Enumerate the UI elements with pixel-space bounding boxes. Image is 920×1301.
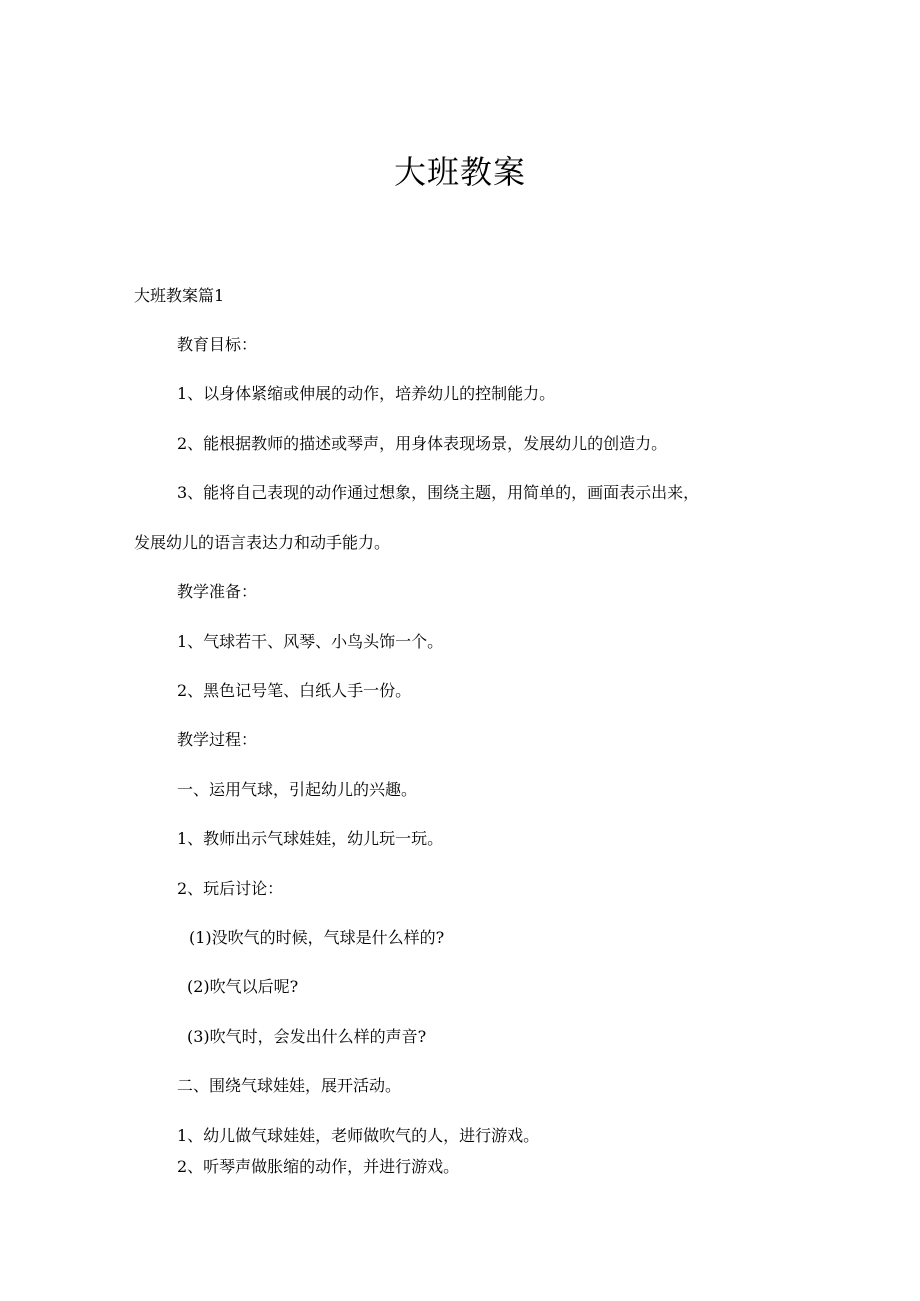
document-title: 大班教案 [393, 153, 526, 191]
paragraph-line: 发展幼儿的语言表达力和动手能力。 [134, 533, 391, 552]
paragraph-line: 3、能将自己表现的动作通过想象，围绕主题，用简单的，画面表示出来， [177, 483, 700, 502]
paragraph-line: 2、听琴声做胀缩的动作，并进行游戏。 [177, 1157, 460, 1176]
paragraph-line: 教学过程： [177, 730, 258, 749]
paragraph-line: 2、玩后讨论： [177, 879, 284, 898]
paragraph-line: 1、教师出示气球娃娃，幼儿玩一玩。 [177, 829, 444, 848]
paragraph-line: 1、气球若干、风琴、小鸟头饰一个。 [177, 632, 444, 651]
paragraph-line: 教育目标： [177, 335, 258, 354]
paragraph-line: (2)吹气以后呢? [187, 977, 299, 996]
paragraph-line: 2、黑色记号笔、白纸人手一份。 [177, 681, 412, 700]
paragraph-line: 1、以身体紧缩或伸展的动作，培养幼儿的控制能力。 [177, 384, 556, 403]
paragraph-line: (1)没吹气的时候，气球是什么样的? [189, 928, 445, 947]
section-heading: 大班教案篇1 [134, 286, 225, 305]
paragraph-line: 教学准备： [177, 582, 258, 601]
paragraph-line: 2、能根据教师的描述或琴声，用身体表现场景，发展幼儿的创造力。 [177, 434, 668, 453]
paragraph-line: 1、幼儿做气球娃娃，老师做吹气的人，进行游戏。 [177, 1126, 540, 1145]
paragraph-line: 二、围绕气球娃娃，展开活动。 [177, 1076, 402, 1095]
paragraph-line: (3)吹气时，会发出什么样的声音? [187, 1027, 427, 1046]
paragraph-line: 一、运用气球，引起幼儿的兴趣。 [177, 780, 418, 799]
